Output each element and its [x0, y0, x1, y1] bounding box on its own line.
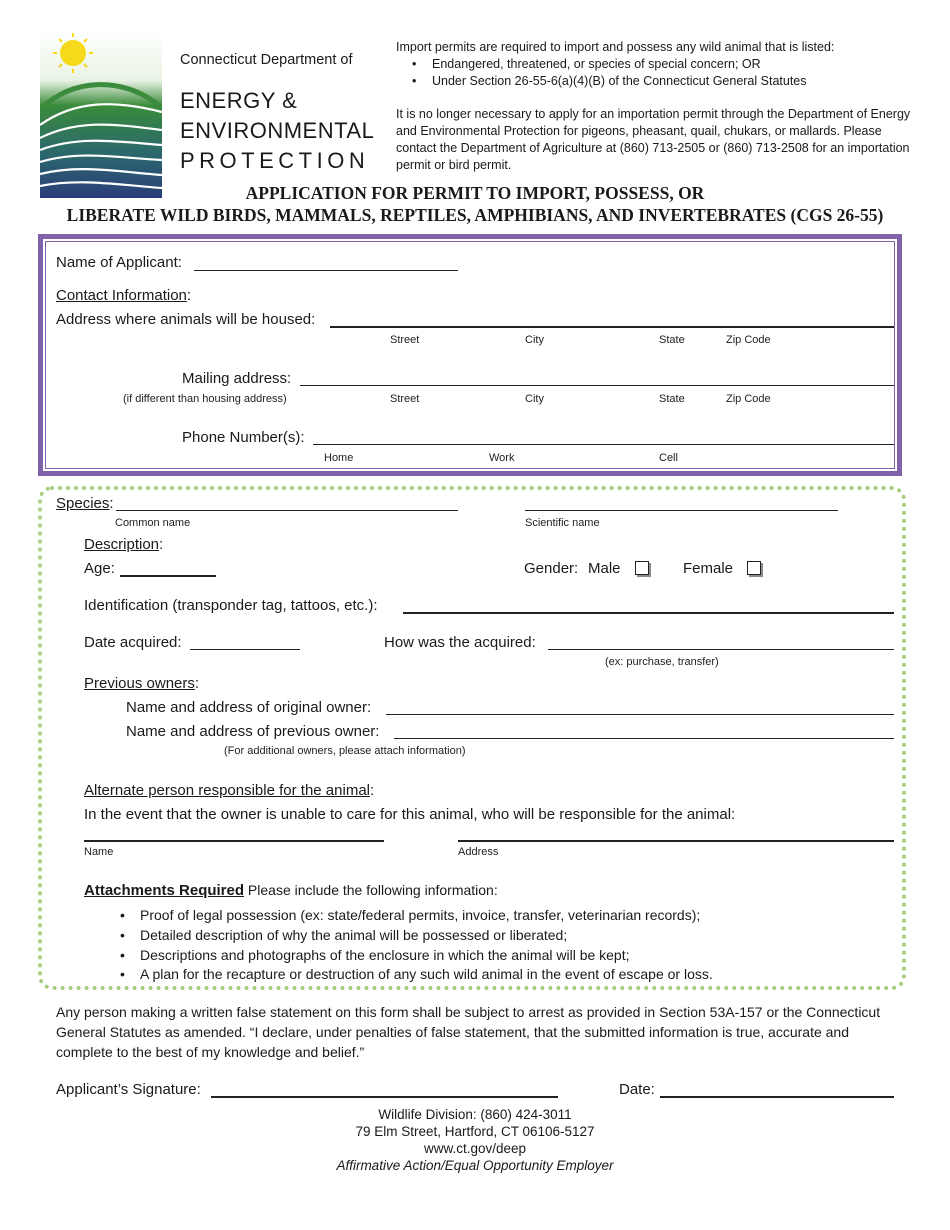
date-acquired-label: Date acquired:	[84, 634, 182, 651]
previous-owners-label: Previous owners	[84, 675, 195, 692]
scientific-name-field[interactable]	[525, 510, 838, 511]
footer-eoe: Affirmative Action/Equal Opportunity Employer	[336, 1158, 614, 1173]
identification-field[interactable]	[403, 612, 894, 614]
gender-male-checkbox[interactable]	[635, 561, 649, 575]
how-acquired-example: (ex: purchase, transfer)	[605, 656, 719, 668]
applicant-name-label: Name of Applicant:	[56, 254, 182, 271]
gender-female-label: Female	[683, 560, 734, 577]
identification-label: Identification (transponder tag, tattoos, etc.):	[84, 597, 378, 614]
signature-field[interactable]	[211, 1096, 558, 1098]
title-line-1: APPLICATION FOR PERMIT TO IMPORT, POSSESS, OR	[245, 183, 705, 203]
mailing-zip-label: Zip Code	[726, 393, 771, 405]
housed-address-field[interactable]	[330, 326, 894, 328]
original-owner-field[interactable]	[386, 714, 894, 715]
title-line-2: LIBERATE WILD BIRDS, MAMMALS, REPTILES, AMPHIBIANS, AND INVERTEBRATES (CGS 26-55)	[66, 205, 884, 225]
how-acquired-label: How was the acquired:	[384, 634, 536, 651]
intro-bullet-2: • Under Section 26-55-6(a)(4)(B) of the Connecticut General Statutes	[406, 73, 916, 90]
attachments-required-label: Attachments Required	[84, 882, 245, 899]
mailing-address-field[interactable]	[300, 385, 894, 386]
dept-logo	[40, 30, 162, 198]
gender-female-checkbox[interactable]	[747, 561, 761, 575]
alternate-person-colon: :	[370, 782, 375, 799]
description-heading	[84, 536, 163, 553]
mailing-state-label: State	[659, 393, 685, 405]
how-acquired-field[interactable]	[548, 649, 894, 650]
alternate-name-field[interactable]	[84, 840, 384, 842]
description-label: Description	[84, 536, 160, 553]
attachment-item-1: • Proof of legal possession (ex: state/federal permits, invoice, transfer, veterinarian records);	[114, 906, 713, 926]
age-label: Age:	[84, 560, 115, 577]
applicant-name-field[interactable]	[194, 270, 458, 271]
phone-cell-label: Cell	[659, 452, 678, 464]
date-field[interactable]	[660, 1096, 894, 1098]
species-label: Species	[56, 495, 110, 512]
attachment-item-3: • Descriptions and photographs of the enclosure in which the animal will be kept;	[114, 946, 713, 966]
phone-home-label: Home	[324, 452, 354, 464]
footer-phone: Wildlife Division: (860) 424-3011	[378, 1107, 572, 1122]
declaration-text: Any person making a written false statement on this form shall be subject to arrest as provided in Section 53A-157 or the Connecticut General Statutes as amended. “I declare, under penalties of false statement, that the submitted information is true, accurate and complete to the best of my knowledge and belief.”	[56, 1004, 881, 1060]
logo-line-2: ENVIRONMENTAL	[180, 118, 375, 143]
housed-street-label: Street	[390, 334, 420, 346]
housed-zip-label: Zip Code	[726, 334, 771, 346]
previous-owner-field[interactable]	[394, 738, 894, 739]
housed-city-label: City	[525, 334, 544, 346]
mailing-city-label: City	[525, 393, 544, 405]
species-heading	[56, 495, 114, 512]
attachment-item-4: • A plan for the recapture or destruction of any such wild animal in the event of escape or loss.	[114, 965, 713, 985]
original-owner-label: Name and address of original owner:	[126, 699, 372, 716]
footer-address: 79 Elm Street, Hartford, CT 06106-5127	[355, 1124, 595, 1139]
species-colon: :	[109, 495, 114, 512]
alternate-address-field[interactable]	[458, 840, 894, 842]
date-label: Date:	[619, 1081, 655, 1098]
gender-male-label: Male	[588, 560, 621, 577]
alternate-question: In the event that the owner is unable to care for this animal, who will be responsible for the animal:	[84, 806, 736, 823]
attachments-list	[114, 906, 713, 985]
housed-state-label: State	[659, 334, 685, 346]
mailing-street-label: Street	[390, 393, 420, 405]
contact-info-label: Contact Information	[56, 287, 187, 304]
attachments-instruction: Please include the following information:	[244, 882, 498, 898]
date-acquired-field[interactable]	[190, 649, 300, 650]
scientific-name-label: Scientific name	[525, 517, 600, 529]
contact-info-heading	[56, 287, 191, 304]
attachments-heading	[84, 882, 498, 899]
mailing-address-label: Mailing address:	[182, 370, 292, 387]
previous-owners-colon: :	[194, 675, 200, 692]
previous-owner-label: Name and address of previous owner:	[126, 723, 380, 740]
logo-graphic	[40, 30, 162, 198]
footer	[0, 1106, 950, 1174]
signature-label: Applicant’s Signature:	[56, 1081, 201, 1098]
phone-work-label: Work	[489, 452, 515, 464]
description-colon: :	[159, 536, 164, 553]
housed-address-label: Address where animals will be housed:	[56, 311, 316, 328]
alternate-name-label: Name	[84, 846, 114, 858]
header-notes	[396, 39, 916, 174]
alternate-person-label: Alternate person responsible for the animal	[84, 782, 370, 799]
gender-label: Gender:	[524, 560, 579, 577]
mailing-note: (if different than housing address)	[123, 393, 287, 405]
form-title	[0, 182, 950, 226]
logo-line-1: ENERGY &	[180, 88, 298, 113]
contact-info-colon: :	[186, 287, 192, 304]
attachment-item-2: • Detailed description of why the animal will be possessed or liberated;	[114, 926, 713, 946]
additional-owners-note: (For additional owners, please attach information)	[224, 745, 466, 757]
phone-label: Phone Number(s):	[182, 429, 305, 446]
intro-bullets	[396, 56, 916, 90]
intro-text: Import permits are required to import and possess any wild animal that is listed:	[396, 40, 835, 54]
common-name-field[interactable]	[116, 510, 458, 511]
intro-bullet-1: • Endangered, threatened, or species of special concern; OR	[406, 56, 916, 73]
alternate-person-heading	[84, 782, 374, 799]
footer-website: www.ct.gov/deep	[423, 1141, 527, 1156]
age-field[interactable]	[120, 575, 216, 577]
previous-owners-heading	[84, 675, 199, 692]
common-name-label: Common name	[115, 517, 191, 529]
alternate-address-label: Address	[458, 846, 499, 858]
note-text: It is no longer necessary to apply for an importation permit through the Department of Energy and Environmental Protection for pigeons, pheasant, quail, chukars, or mallards. Please contact the Department of Agriculture at (860) 713-2505 or (860) 713-2508 for an importation permit or bird permit.	[396, 107, 911, 172]
dept-line: Connecticut Department of	[180, 52, 353, 68]
logo-line-3: PROTECTION	[180, 148, 370, 173]
phone-field[interactable]	[313, 444, 894, 445]
